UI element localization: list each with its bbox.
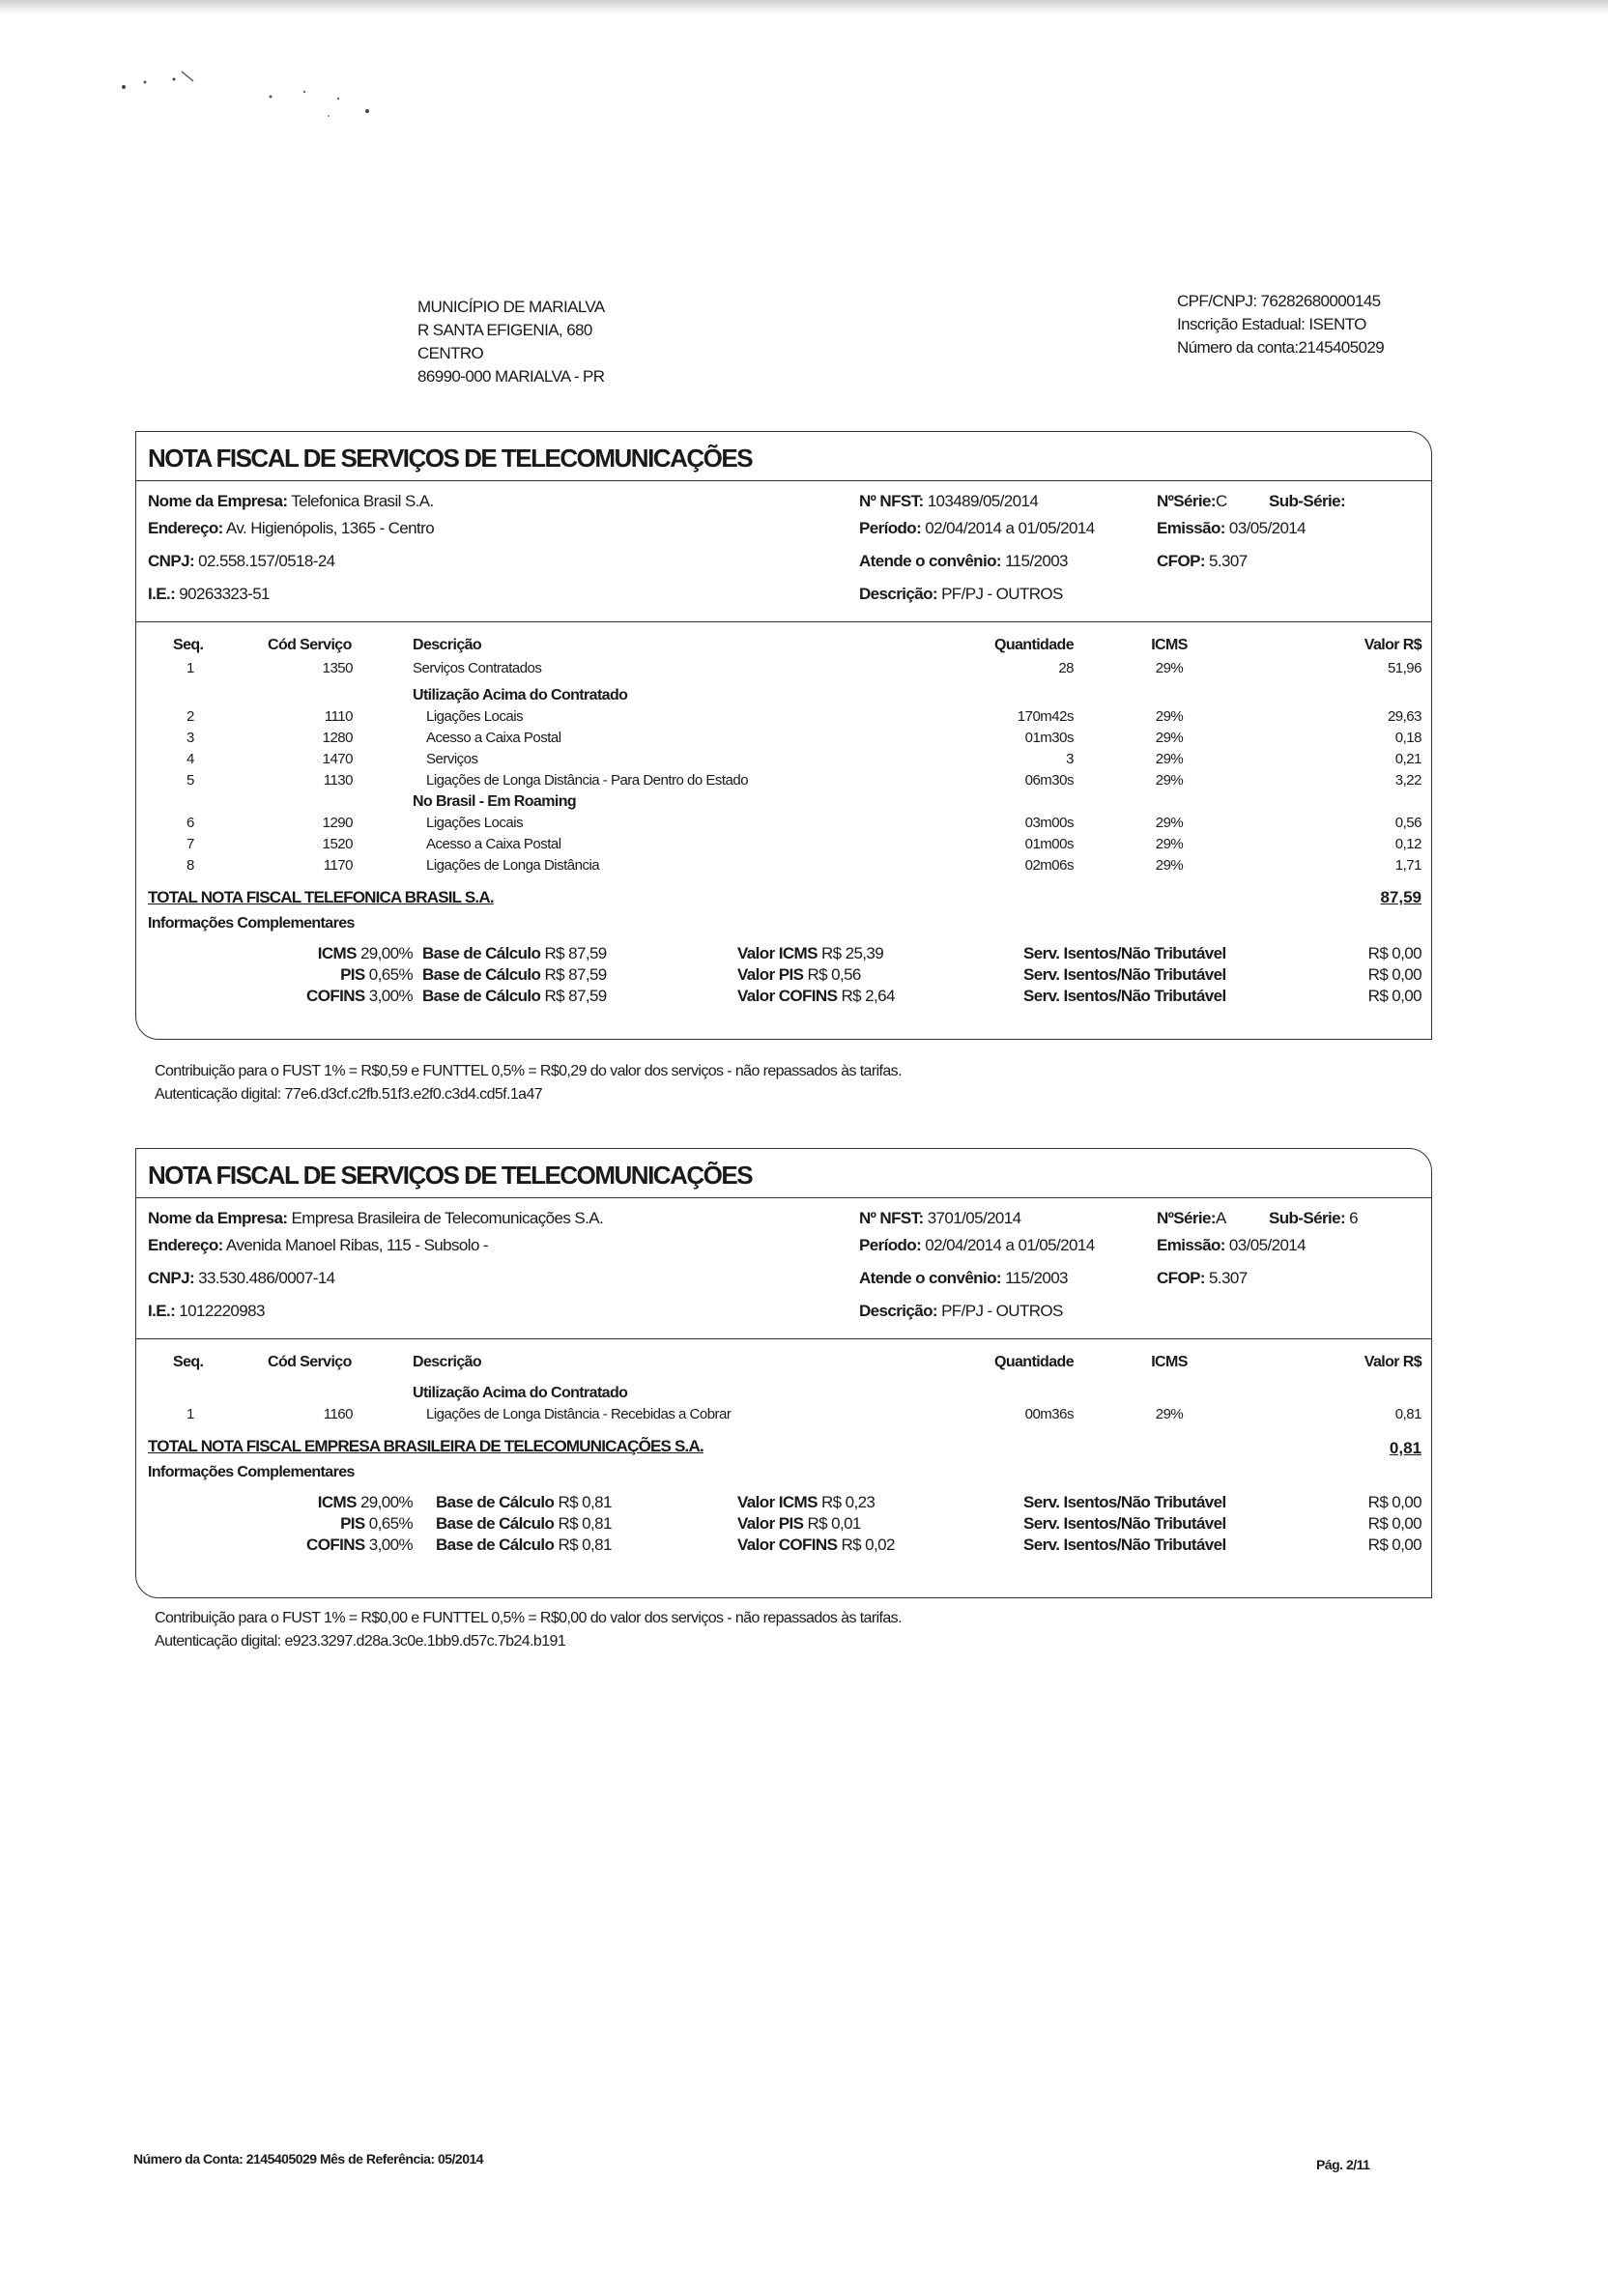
address-field: Endereço: Avenida Manoel Ribas, 115 - Subsolo - (148, 1236, 488, 1254)
tax-base: Base de Cálculo R$ 87,59 (422, 987, 607, 1005)
cell-desc: Ligações de Longa Distância - Para Dentro do Estado (426, 772, 749, 789)
col-code: Cód Serviço (268, 1354, 352, 1370)
cell-qty: 06m30s (1024, 772, 1074, 789)
address-line: CENTRO (417, 344, 484, 362)
cell-icms: 29% (1155, 815, 1184, 831)
cell-seq: 1 (187, 1406, 194, 1422)
emission-field: Emissão: 03/05/2014 (1157, 519, 1306, 537)
emission-field: Emissão: 03/05/2014 (1157, 1236, 1306, 1254)
info-title: Informações Complementares (148, 1464, 355, 1480)
ie-field: I.E.: 90263323-51 (148, 585, 270, 603)
invoice-total-label: TOTAL NOTA FISCAL EMPRESA BRASILEIRA DE TELECOMUNICAÇÕES S.A. (148, 1437, 704, 1455)
subserie-field: Sub-Série: 6 (1269, 1209, 1359, 1227)
cell-value: 1,71 (1394, 857, 1421, 874)
scan-specks (106, 58, 435, 135)
cpf-cnpj: CPF/CNPJ: 76282680000145 (1177, 292, 1381, 310)
cell-icms: 29% (1155, 660, 1184, 676)
cell-desc: Acesso a Caixa Postal (426, 836, 561, 852)
tax-exempt-value: R$ 0,00 (1367, 987, 1421, 1005)
municipality-address (417, 296, 605, 388)
invoice-title: NOTA FISCAL DE SERVIÇOS DE TELECOMUNICAÇÕES (148, 444, 753, 473)
fust-note: Contribuição para o FUST 1% = R$0,00 e FUNTTEL 0,5% = R$0,00 do valor dos serviços - não repassados às tarifas. (155, 1610, 902, 1626)
cell-qty: 28 (1058, 660, 1074, 676)
cell-seq: 2 (187, 708, 194, 725)
cell-desc: Ligações Locais (426, 708, 524, 725)
nfst-field: Nº NFST: 103489/05/2014 (859, 492, 1039, 510)
company-field: Nome da Empresa: Telefonica Brasil S.A. (148, 492, 434, 510)
cell-icms: 29% (1155, 730, 1184, 746)
convenio-field: Atende o convênio: 115/2003 (859, 552, 1068, 570)
cell-code: 1170 (323, 857, 353, 874)
tax-exempt-value: R$ 0,00 (1367, 1493, 1421, 1511)
invoice-total-label: TOTAL NOTA FISCAL TELEFONICA BRASIL S.A. (148, 888, 494, 906)
account-info (1177, 290, 1384, 359)
cell-code: 1520 (322, 836, 353, 852)
ie-field: I.E.: 1012220983 (148, 1302, 265, 1320)
digital-auth: Autenticação digital: e923.3297.d28a.3c0e.1bb9.d57c.7b24.b191 (155, 1633, 566, 1650)
tax-value: Valor PIS R$ 0,56 (737, 965, 861, 984)
col-seq: Seq. (173, 637, 204, 653)
cell-qty: 01m00s (1024, 836, 1074, 852)
cell-seq: 1 (187, 660, 194, 676)
tax-exempt: Serv. Isentos/Não Tributável (1023, 987, 1226, 1005)
col-code: Cód Serviço (268, 637, 352, 653)
tax-exempt-value: R$ 0,00 (1367, 944, 1421, 962)
cell-code: 1110 (324, 708, 353, 725)
cell-desc: Serviços Contratados (413, 660, 542, 676)
cell-value: 0,81 (1394, 1406, 1421, 1422)
cell-icms: 29% (1155, 708, 1184, 725)
cell-seq: 8 (187, 857, 194, 874)
tax-base: Base de Cálculo R$ 0,81 (436, 1514, 612, 1533)
serie-field: NºSérie:A (1157, 1209, 1226, 1227)
row-group-label: Utilização Acima do Contratado (413, 687, 628, 703)
state-registration: Inscrição Estadual: ISENTO (1177, 315, 1366, 333)
cell-qty: 03m00s (1024, 815, 1074, 831)
tax-value: Valor ICMS R$ 0,23 (737, 1493, 876, 1511)
tax-rate: ICMS 29,00% (317, 1493, 413, 1511)
nfst-field: Nº NFST: 3701/05/2014 (859, 1209, 1021, 1227)
description-field: Descrição: PF/PJ - OUTROS (859, 1302, 1063, 1320)
cell-code: 1290 (322, 815, 353, 831)
cell-icms: 29% (1155, 751, 1184, 767)
cell-qty: 170m42s (1017, 708, 1074, 725)
invoice-total-value: 0,81 (1389, 1439, 1421, 1457)
tax-value: Valor COFINS R$ 2,64 (737, 987, 895, 1005)
col-value: Valor R$ (1364, 1354, 1421, 1370)
divider (136, 621, 1431, 622)
cell-code: 1280 (322, 730, 353, 746)
cell-seq: 7 (187, 836, 194, 852)
cell-qty: 00m36s (1024, 1406, 1074, 1422)
fust-note: Contribuição para o FUST 1% = R$0,59 e FUNTTEL 0,5% = R$0,29 do valor dos serviços - não repassados às tarifas. (155, 1063, 902, 1079)
period-field: Período: 02/04/2014 a 01/05/2014 (859, 519, 1095, 537)
footer-account-ref: Número da Conta: 2145405029 Mês de Referência: 05/2014 (133, 2151, 484, 2167)
cell-value: 0,12 (1394, 836, 1421, 852)
cell-icms: 29% (1155, 1406, 1184, 1422)
divider (136, 1338, 1431, 1339)
invoice-total-value: 87,59 (1380, 888, 1421, 906)
tax-value: Valor ICMS R$ 25,39 (737, 944, 884, 962)
cell-value: 51,96 (1387, 660, 1421, 676)
col-icms: ICMS (1151, 637, 1188, 653)
cell-qty: 01m30s (1024, 730, 1074, 746)
cfop-field: CFOP: 5.307 (1157, 552, 1248, 570)
cell-value: 3,22 (1394, 772, 1421, 789)
cell-seq: 3 (187, 730, 194, 746)
cell-icms: 29% (1155, 857, 1184, 874)
cell-desc: Ligações de Longa Distância (426, 857, 600, 874)
tax-rate: COFINS 3,00% (306, 987, 413, 1005)
cell-code: 1350 (322, 660, 353, 676)
row-group-label: Utilização Acima do Contratado (413, 1385, 628, 1401)
divider (136, 480, 1431, 481)
cell-seq: 4 (187, 751, 194, 767)
address-line: MUNICÍPIO DE MARIALVA (417, 298, 605, 316)
col-qty: Quantidade (993, 637, 1074, 653)
address-line: 86990-000 MARIALVA - PR (417, 367, 605, 386)
cell-desc: Serviços (426, 751, 478, 767)
tax-exempt: Serv. Isentos/Não Tributável (1023, 944, 1226, 962)
description-field: Descrição: PF/PJ - OUTROS (859, 585, 1063, 603)
account-number: Número da conta:2145405029 (1177, 338, 1385, 357)
invoice-title: NOTA FISCAL DE SERVIÇOS DE TELECOMUNICAÇÕES (148, 1161, 753, 1190)
cell-desc: Acesso a Caixa Postal (426, 730, 561, 746)
cell-icms: 29% (1155, 836, 1184, 852)
company-field: Nome da Empresa: Empresa Brasileira de Telecomunicações S.A. (148, 1209, 604, 1227)
convenio-field: Atende o convênio: 115/2003 (859, 1269, 1068, 1287)
col-value: Valor R$ (1364, 637, 1421, 653)
tax-exempt: Serv. Isentos/Não Tributável (1023, 965, 1226, 984)
cell-value: 0,21 (1394, 751, 1421, 767)
invoice-panel-telefonica (135, 431, 1432, 1040)
info-title: Informações Complementares (148, 915, 355, 932)
cell-desc: Ligações de Longa Distância - Recebidas a Cobrar (426, 1406, 732, 1422)
tax-rate: COFINS 3,00% (306, 1535, 413, 1554)
cell-seq: 6 (187, 815, 194, 831)
cell-value: 0,18 (1394, 730, 1421, 746)
subserie-field: Sub-Série: (1269, 492, 1346, 510)
tax-base: Base de Cálculo R$ 0,81 (436, 1535, 612, 1554)
tax-base: Base de Cálculo R$ 87,59 (422, 944, 607, 962)
tax-exempt-value: R$ 0,00 (1367, 1514, 1421, 1533)
tax-rate: PIS 0,65% (340, 1514, 413, 1533)
col-icms: ICMS (1151, 1354, 1188, 1370)
invoice-panel-embratel (135, 1148, 1432, 1598)
cnpj-field: CNPJ: 33.530.486/0007-14 (148, 1269, 335, 1287)
serie-field: NºSérie:C (1157, 492, 1227, 510)
scan-edge (0, 0, 1608, 14)
tax-base: Base de Cálculo R$ 87,59 (422, 965, 607, 984)
digital-auth: Autenticação digital: 77e6.d3cf.c2fb.51f3.e2f0.c3d4.cd5f.1a47 (155, 1086, 543, 1103)
tax-rate: ICMS 29,00% (317, 944, 413, 962)
cell-value: 0,56 (1394, 815, 1421, 831)
cell-seq: 5 (187, 772, 194, 789)
tax-rate: PIS 0,65% (340, 965, 413, 984)
tax-value: Valor PIS R$ 0,01 (737, 1514, 861, 1533)
tax-exempt: Serv. Isentos/Não Tributável (1023, 1514, 1226, 1533)
cell-icms: 29% (1155, 772, 1184, 789)
cell-qty: 02m06s (1024, 857, 1074, 874)
cell-value: 29,63 (1387, 708, 1421, 725)
col-qty: Quantidade (993, 1354, 1074, 1370)
tax-exempt-value: R$ 0,00 (1367, 1535, 1421, 1554)
cell-code: 1470 (322, 751, 353, 767)
tax-value: Valor COFINS R$ 0,02 (737, 1535, 895, 1554)
period-field: Período: 02/04/2014 a 01/05/2014 (859, 1236, 1095, 1254)
cell-code: 1130 (323, 772, 353, 789)
row-group-label: No Brasil - Em Roaming (413, 793, 577, 810)
tax-exempt: Serv. Isentos/Não Tributável (1023, 1493, 1226, 1511)
tax-base: Base de Cálculo R$ 0,81 (436, 1493, 612, 1511)
address-field: Endereço: Av. Higienópolis, 1365 - Centro (148, 519, 435, 537)
cnpj-field: CNPJ: 02.558.157/0518-24 (148, 552, 335, 570)
col-desc: Descrição (413, 1354, 482, 1370)
tax-exempt: Serv. Isentos/Não Tributável (1023, 1535, 1226, 1554)
tax-exempt-value: R$ 0,00 (1367, 965, 1421, 984)
page-number: Pág. 2/11 (1316, 2157, 1370, 2172)
divider (136, 1197, 1431, 1198)
col-seq: Seq. (173, 1354, 204, 1370)
cfop-field: CFOP: 5.307 (1157, 1269, 1248, 1287)
col-desc: Descrição (413, 637, 482, 653)
cell-qty: 3 (1066, 751, 1074, 767)
cell-code: 1160 (323, 1406, 353, 1422)
address-line: R SANTA EFIGENIA, 680 (417, 321, 592, 339)
cell-desc: Ligações Locais (426, 815, 524, 831)
